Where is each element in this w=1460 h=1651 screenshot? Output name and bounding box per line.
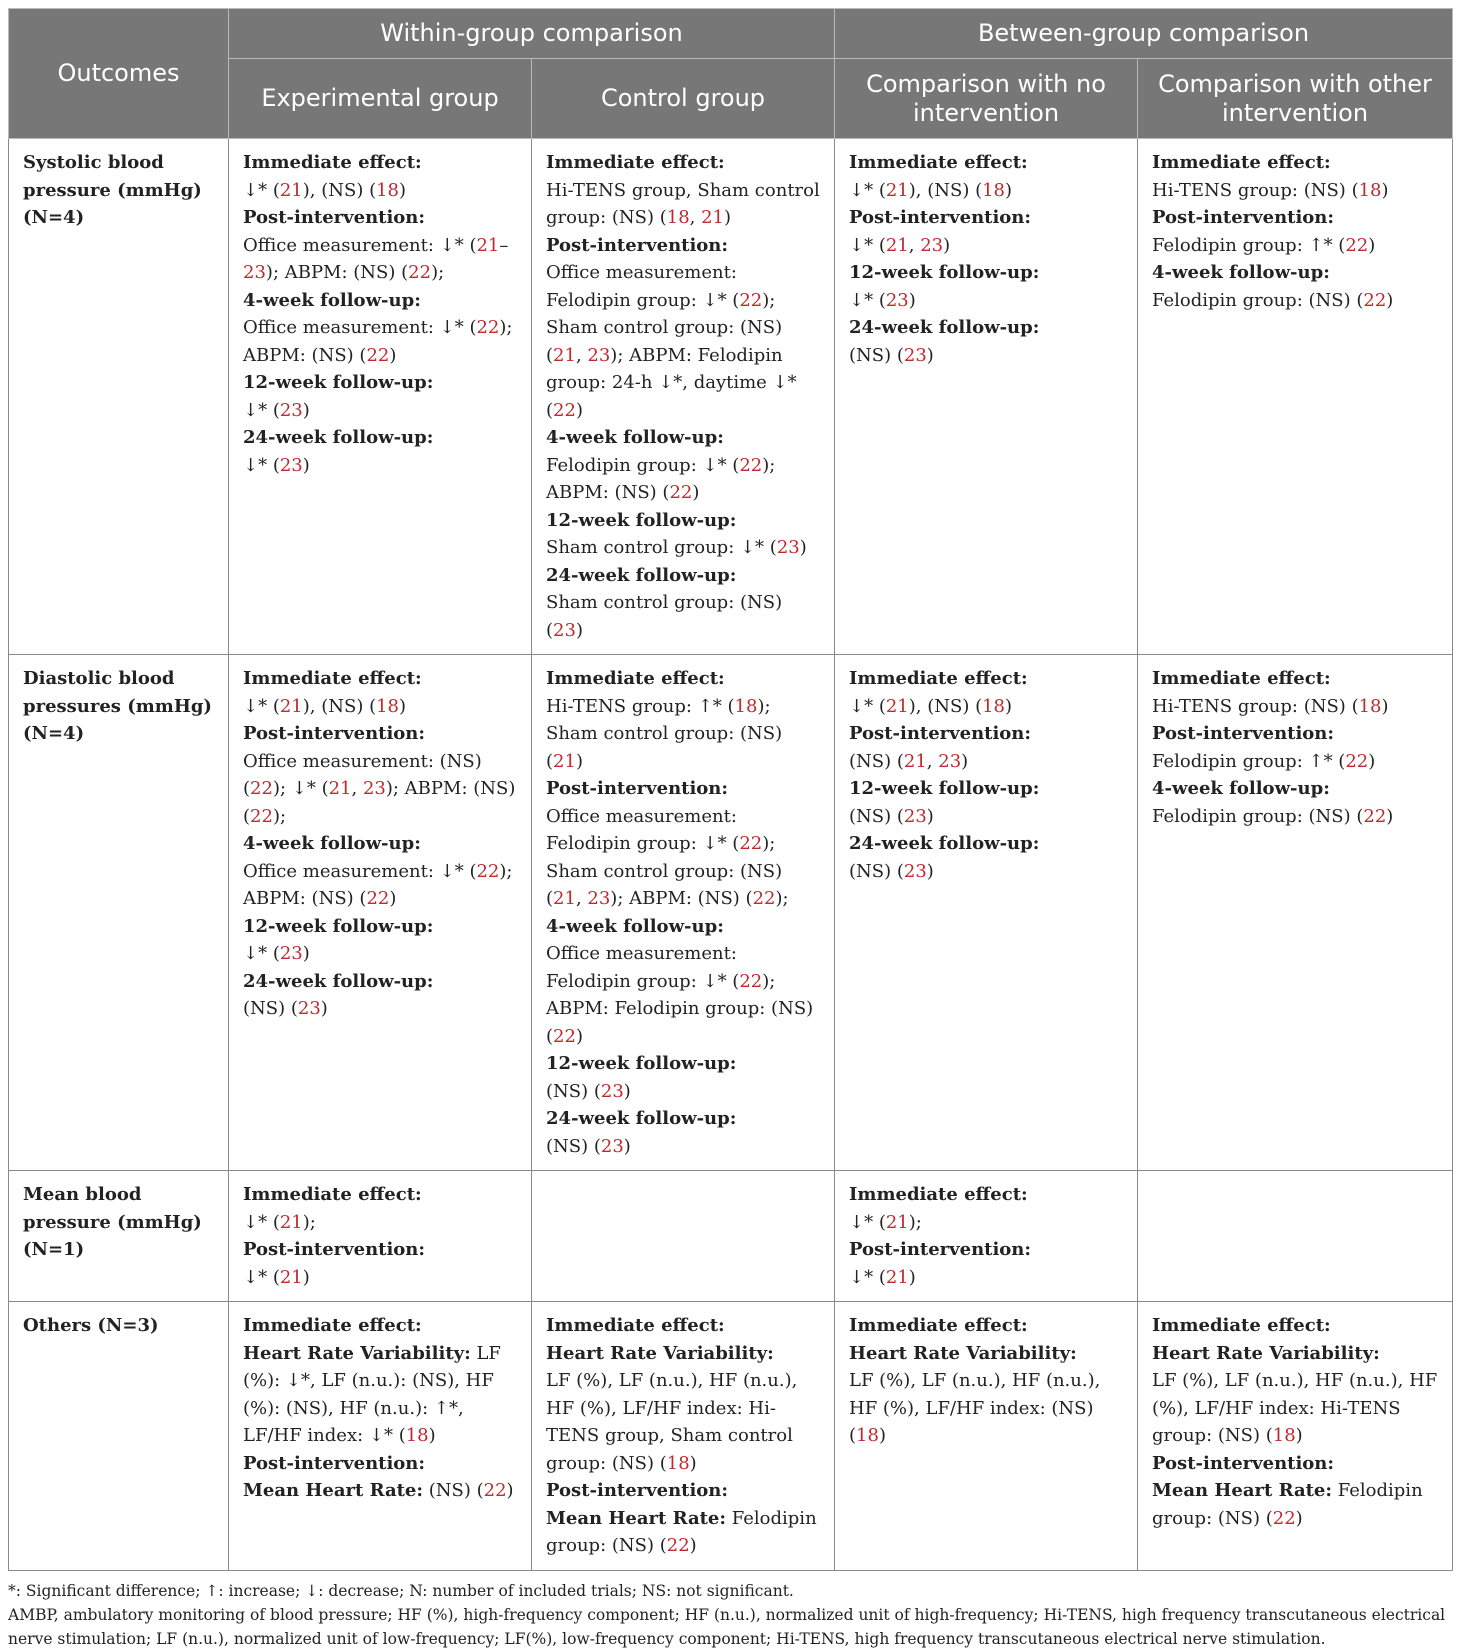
reference-link[interactable]: 22 [752,888,776,909]
reference-link[interactable]: 22 [1363,805,1387,827]
timepoint-label: 12-week follow-up: [243,372,434,393]
timepoint-label: Post-intervention: [546,778,729,799]
outcome-cell: Others (N=3) [9,1302,229,1571]
table-header [9,9,1453,139]
timepoint-label: 4-week follow-up: [1152,262,1330,283]
timepoint-label: 24-week follow-up: [849,833,1040,854]
reference-link[interactable]: 21 [885,234,909,256]
reference-link[interactable]: 22 [739,833,763,854]
timepoint-label: 24-week follow-up: [849,317,1040,338]
reference-link[interactable]: 21 [279,695,303,717]
result-text: Felodipin group: (NS) (22) [1152,805,1394,827]
timepoint-label: Post-intervention: [1152,723,1335,744]
timepoint-label: Post-intervention: [546,1480,729,1501]
header-between-group: Between-group comparison [835,9,1453,59]
reference-link[interactable]: 23 [243,262,266,283]
timepoint-label: Immediate effect: [243,1315,422,1336]
reference-link[interactable]: 21 [279,179,303,201]
reference-link[interactable]: 22 [553,1025,576,1047]
reference-link[interactable]: 22 [476,860,500,882]
reference-link[interactable]: 23 [279,943,303,964]
header-within-group: Within-group comparison [229,9,835,59]
timepoint-label: 12-week follow-up: [546,1053,737,1074]
result-text: ↓* (23) [243,943,310,964]
table-container [8,8,1452,1651]
reference-link[interactable]: 22 [250,805,273,827]
outcome-cell: Systolic blood pressure (mmHg) (N=4) [9,139,229,655]
reference-link[interactable]: 23 [938,750,962,772]
no-intervention-cell [835,1302,1138,1571]
footnote-abbreviations: AMBP, ambulatory monitoring of blood pressure; HF (%), high-frequency component; HF (n.u.), normalized unit of high-frequency; Hi-TENS, high frequency transcutaneous electrical nerve stimulation; LF (n.u.), normalized unit of low-frequency; LF(%), low-frequency component; Hi-TENS, high frequency transcutaneous electrical nerve stimulation. [8,1605,1446,1648]
header-other-intervention: Comparison with other intervention [1138,59,1453,139]
reference-link[interactable]: 22 [483,1480,507,1501]
timepoint-label: Post-intervention: [849,723,1032,744]
reference-link[interactable]: 21 [476,234,500,256]
measure-label: Mean Heart Rate: [1152,1480,1333,1501]
timepoint-label: 12-week follow-up: [849,778,1040,799]
reference-link[interactable]: 22 [408,262,432,283]
result-text: Office measurement: Felodipin group: ↓* (22); Sham control group: (NS) (21, 23); ABPM: Felodipin group: 24-h ↓*, daytime ↓* (22) [546,262,797,421]
other-intervention-cell [1138,1171,1453,1302]
timepoint-label: Immediate effect: [849,668,1028,689]
reference-link[interactable]: 18 [856,1425,879,1446]
result-text: ↓* (21) [243,1266,310,1288]
timepoint-label: Heart Rate Variability: [849,1342,1077,1364]
result-text: (NS) (23) [546,1135,631,1157]
timepoint-label: Post-intervention: [849,1239,1032,1260]
reference-link[interactable]: 23 [920,234,944,256]
timepoint-label: Post-intervention: [1152,207,1335,228]
result-text: Mean Heart Rate: Felodipin group: (NS) (22) [1152,1480,1423,1529]
no-intervention-cell [835,1171,1138,1302]
footnote-symbols: *: Significant difference; ↑: increase; ↓: decrease; N: number of included trials; NS: not significant. [8,1581,794,1600]
reference-link[interactable]: 21 [279,1266,303,1288]
reference-link[interactable]: 21 [885,1211,909,1233]
reference-link[interactable]: 22 [1363,289,1387,311]
result-text: (NS) (23) [849,805,934,827]
result-text: ↓* (21); [243,1211,316,1233]
reference-link[interactable]: 21 [885,1266,909,1288]
reference-link[interactable]: 23 [279,399,303,421]
no-intervention-cell [835,139,1138,655]
timepoint-label: 4-week follow-up: [243,833,421,854]
timepoint-label: Heart Rate Variability: [1152,1342,1380,1364]
reference-link[interactable]: 23 [362,778,386,799]
timepoint-label: Post-intervention: [849,207,1032,228]
reference-link[interactable]: 18 [982,179,1006,201]
table-footnotes [8,1579,1452,1651]
result-text: ↓* (21, 23) [849,234,951,256]
control-group-cell [532,1302,835,1571]
timepoint-label: Immediate effect: [849,1184,1028,1205]
reference-link[interactable]: 21 [885,179,909,201]
reference-link[interactable]: 23 [553,619,576,641]
timepoint-label: Immediate effect: [243,668,422,689]
experimental-group-cell [229,1171,532,1302]
reference-link[interactable]: 22 [739,289,763,311]
timepoint-label: Immediate effect: [243,1184,422,1205]
timepoint-label: Post-intervention: [243,1239,426,1260]
reference-link[interactable]: 18 [376,179,400,201]
reference-link[interactable]: 23 [903,344,927,366]
table-row [9,139,1453,655]
reference-link[interactable]: 22 [666,1535,690,1556]
reference-link[interactable]: 21 [553,750,576,772]
outcome-cell: Diastolic blood pressures (mmHg) (N=4) [9,655,229,1171]
reference-link[interactable]: 18 [1358,179,1382,201]
result-text: LF (%), LF (n.u.), HF (n.u.), HF (%), LF/HF index: (NS) (18) [849,1370,1101,1446]
experimental-group-cell [229,1302,532,1571]
result-text: ↓* (23) [849,289,916,311]
reference-link[interactable]: 23 [885,289,909,311]
header-no-intervention: Comparison with no intervention [835,59,1138,139]
timepoint-label: Post-intervention: [1152,1452,1335,1474]
reference-link[interactable]: 21 [279,1211,303,1233]
timepoint-label: 4-week follow-up: [1152,778,1330,799]
result-text: Office measurement: (NS) (22); ↓* (21, 23); ABPM: (NS) (22); [243,750,516,827]
timepoint-label: Post-intervention: [546,234,729,256]
measure-label: Heart Rate Variability: [243,1342,471,1364]
result-text: Sham control group: (NS) (23) [546,592,783,641]
reference-link[interactable]: 23 [776,537,800,558]
result-text: Office measurement: ↓* (22); ABPM: (NS) (22) [243,860,513,909]
result-text: Mean Heart Rate: Felodipin group: (NS) (22) [546,1507,817,1556]
measure-label: Mean Heart Rate: [546,1507,727,1529]
other-intervention-cell [1138,655,1453,1171]
reference-link[interactable]: 23 [600,1135,624,1157]
timepoint-label: Post-intervention: [243,1452,426,1474]
reference-link[interactable]: 23 [903,805,927,827]
reference-link[interactable]: 18 [666,1452,690,1474]
result-text: Hi-TENS group: ↑* (18); Sham control group: (NS) (21) [546,695,783,772]
result-text: LF (%), LF (n.u.), HF (n.u.), HF (%), LF/HF index: Hi-TENS group, Sham control group: (NS) (18) [546,1370,798,1474]
result-text: ↓* (23) [243,454,310,476]
timepoint-label: Post-intervention: [243,207,426,228]
timepoint-label: Immediate effect: [546,1315,725,1336]
result-text: Felodipin group: ↓* (22); ABPM: (NS) (22) [546,454,776,503]
timepoint-label: Immediate effect: [546,668,725,689]
timepoint-label: 4-week follow-up: [546,915,724,937]
timepoint-label: 4-week follow-up: [243,289,421,311]
reference-link[interactable]: 21 [553,344,576,366]
reference-link[interactable]: 22 [366,344,390,366]
timepoint-label: 24-week follow-up: [546,564,737,586]
timepoint-label: 12-week follow-up: [243,915,434,937]
header-control-group: Control group [532,59,835,139]
reference-link[interactable]: 18 [1358,695,1382,717]
table-body [9,139,1453,1571]
reference-link[interactable]: 23 [587,888,611,909]
timepoint-label: 24-week follow-up: [243,970,434,992]
outcome-cell: Mean blood pressure (mmHg) (N=1) [9,1171,229,1302]
result-text: ↓* (21); [849,1211,922,1233]
reference-link[interactable]: 18 [376,695,400,717]
result-text: ↓* (21) [849,1266,916,1288]
reference-link[interactable]: 22 [1272,1507,1296,1529]
measure-label: Mean Heart Rate: [243,1480,424,1501]
result-text: Office measurement: Felodipin group: ↓* (22); ABPM: Felodipin group: (NS) (22) [546,943,814,1047]
no-intervention-cell [835,655,1138,1171]
result-text: Heart Rate Variability: LF (%): ↓*, LF (n.u.): (NS), HF (%): (NS), HF (n.u.): ↑*, LF/HF index: ↓* (18) [243,1342,501,1446]
reference-link[interactable]: 18 [734,695,758,717]
result-text: ↓* (23) [243,399,310,421]
reference-link[interactable]: 21 [701,207,725,228]
result-text: Mean Heart Rate: (NS) (22) [243,1480,514,1501]
reference-link[interactable]: 23 [279,454,303,476]
timepoint-label: 4-week follow-up: [546,427,724,448]
result-text: ↓* (21), (NS) (18) [243,695,407,717]
result-text: Office measurement: Felodipin group: ↓* (22); Sham control group: (NS) (21, 23); ABPM: (NS) (22); [546,805,789,909]
timepoint-label: Immediate effect: [1152,152,1331,173]
timepoint-label: Immediate effect: [546,152,725,173]
result-text: Hi-TENS group: (NS) (18) [1152,695,1389,717]
timepoint-label: Immediate effect: [849,1315,1028,1336]
timepoint-label: Heart Rate Variability: [546,1342,774,1364]
reference-link[interactable]: 18 [982,695,1006,717]
reference-link[interactable]: 22 [366,888,390,909]
reference-link[interactable]: 21 [328,778,352,799]
result-text: (NS) (23) [849,344,934,366]
reference-link[interactable]: 22 [553,399,576,421]
control-group-cell [532,139,835,655]
control-group-cell [532,1171,835,1302]
table-row [9,1171,1453,1302]
timepoint-label: 24-week follow-up: [546,1108,737,1129]
result-text: LF (%), LF (n.u.), HF (n.u.), HF (%), LF/HF index: Hi-TENS group: (NS) (18) [1152,1370,1438,1446]
reference-link[interactable]: 22 [739,454,763,476]
reference-link[interactable]: 22 [476,317,500,338]
timepoint-label: 24-week follow-up: [243,427,434,448]
timepoint-label: 12-week follow-up: [546,509,737,531]
timepoint-label: Immediate effect: [1152,668,1331,689]
timepoint-label: Immediate effect: [1152,1315,1331,1336]
result-text: Office measurement: ↓* (21–23); ABPM: (NS) (22); [243,234,509,283]
result-text: (NS) (23) [243,998,328,1019]
result-text: (NS) (23) [546,1080,631,1102]
table-row [9,1302,1453,1571]
reference-link[interactable]: 18 [405,1425,429,1446]
reference-link[interactable]: 23 [587,344,611,366]
result-text: Felodipin group: (NS) (22) [1152,289,1394,311]
result-text: Sham control group: ↓* (23) [546,537,807,558]
result-text: Felodipin group: ↑* (22) [1152,234,1376,256]
reference-link[interactable]: 18 [666,207,690,228]
experimental-group-cell [229,139,532,655]
reference-link[interactable]: 22 [669,482,693,503]
timepoint-label: Immediate effect: [849,152,1028,173]
result-text: ↓* (21), (NS) (18) [243,179,407,201]
timepoint-label: 12-week follow-up: [849,262,1040,283]
result-text: Hi-TENS group, Sham control group: (NS) (18, 21) [546,179,820,228]
result-text: ↓* (21), (NS) (18) [849,179,1013,201]
other-intervention-cell [1138,139,1453,655]
reference-link[interactable]: 21 [885,695,909,717]
other-intervention-cell [1138,1302,1453,1571]
reference-link[interactable]: 21 [553,888,576,909]
reference-link[interactable]: 23 [297,998,321,1019]
reference-link[interactable]: 18 [1272,1425,1296,1446]
results-table [8,8,1453,1571]
reference-link[interactable]: 23 [903,860,927,882]
reference-link[interactable]: 22 [739,970,763,992]
header-experimental-group: Experimental group [229,59,532,139]
reference-link[interactable]: 21 [903,750,927,772]
result-text: Office measurement: ↓* (22); ABPM: (NS) (22) [243,317,513,366]
timepoint-label: Post-intervention: [243,723,426,744]
result-text: Felodipin group: ↑* (22) [1152,750,1376,772]
result-text: (NS) (21, 23) [849,750,969,772]
reference-link[interactable]: 22 [1345,750,1369,772]
header-outcomes: Outcomes [9,9,229,139]
result-text: Hi-TENS group: (NS) (18) [1152,179,1389,201]
reference-link[interactable]: 23 [600,1080,624,1102]
result-text: ↓* (21), (NS) (18) [849,695,1013,717]
result-text: (NS) (23) [849,860,934,882]
timepoint-label: Immediate effect: [243,152,422,173]
control-group-cell [532,655,835,1171]
table-row [9,655,1453,1171]
reference-link[interactable]: 22 [250,778,273,799]
reference-link[interactable]: 22 [1345,234,1369,256]
experimental-group-cell [229,655,532,1171]
